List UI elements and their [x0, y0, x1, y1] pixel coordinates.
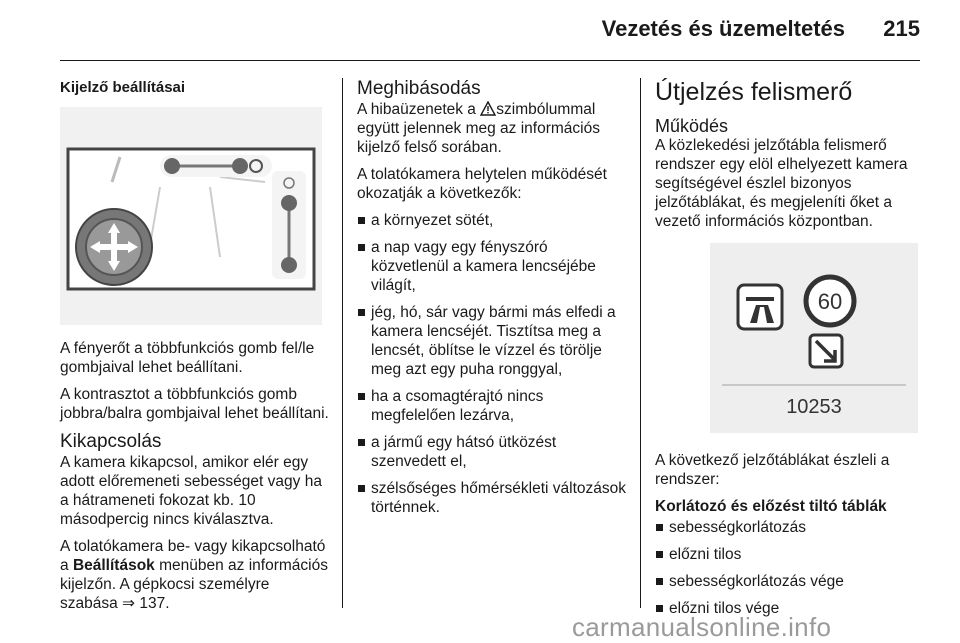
heading-mukodes: Működés: [655, 116, 729, 136]
heading-kikapcsolas: Kikapcsolás: [60, 431, 162, 452]
brightness-minus-icon: [281, 257, 297, 273]
footer-watermark: carmanualsonline.info: [572, 612, 832, 642]
speed-limit-value: 60: [817, 289, 843, 314]
list-item: sebességkorlátozás vége: [655, 572, 925, 591]
paragraph-sign-recognition: A közlekedési jelzőtábla felismerő rendszer egy elöl elhelyezett kamera segítségével észlel bizonyos jelzőtáblákat, és megjeleníti őket a vezető információs központban.: [655, 137, 908, 230]
display-adjust-drawing: [60, 107, 322, 325]
settings-reference-page: 137.: [139, 595, 170, 612]
paragraph-brightness: A fényerőt a többfunkciós gomb fel/le gombjaival lehet beállítani.: [60, 340, 315, 376]
list-item: szélsőséges hőmérsékleti változások történnek.: [357, 479, 627, 517]
list-item: sebességkorlátozás: [655, 518, 925, 537]
page-reference-icon: ⇒: [122, 595, 136, 612]
arrow-shaft-h: [100, 244, 128, 250]
header-rule: [60, 60, 920, 61]
list-item: előzni tilos: [655, 545, 925, 564]
column-divider-2: [640, 78, 641, 608]
paragraph-contrast: A kontrasztot a többfunkciós gomb jobbra/balra gombjaival lehet beállítani.: [60, 386, 329, 422]
error-text-b: szimbólummal együtt jelennek meg az információs kijelző felső sorában.: [357, 101, 600, 156]
heading-sign-recognition: Útjelzés felismerő: [655, 78, 853, 106]
malfunction-cause-list: [357, 211, 627, 517]
contrast-plus-icon: [232, 158, 248, 174]
heading-meghibasodas: Meghibásodás: [357, 78, 481, 99]
column-3: [655, 78, 925, 626]
column-1: [60, 78, 330, 621]
column-2: [357, 78, 627, 525]
list-item: ha a csomagtérajtó nincs megfelelően lezárva,: [357, 387, 627, 425]
list-item: a jármű egy hátsó ütközést szenvedett el,: [357, 433, 627, 471]
paragraph-malfunction-causes: A tolatókamera helytelen működését okozatják a következők:: [357, 166, 607, 202]
subheading-restriction-signs: Korlátozó és előzést tiltó táblák: [655, 498, 887, 515]
contrast-minus-icon: [164, 158, 180, 174]
list-item: a nap vagy egy fényszóró közvetlenül a kamera lencséjébe világít,: [357, 238, 627, 295]
paragraph-switch-off: A kamera kikapcsol, amikor elér egy adott előremeneti sebességet vagy ha a hátrameneti fokozat kb. 10 másodpercig nincs kiválasztva.: [60, 454, 322, 528]
settings-text-b: menüben az információs kijelzőn. A gépkocsi személyre szabása: [60, 557, 328, 612]
brightness-plus-icon: [281, 195, 297, 211]
section-title-display-settings: Kijelző beállításai: [60, 79, 186, 96]
header-title: Vezetés és üzemeltetés: [601, 16, 845, 41]
list-item: előzni tilos vége: [655, 599, 925, 618]
error-text-a: A hibaüzenetek a: [357, 101, 476, 118]
paragraph-detected-signs: A következő jelzőtáblákat észleli a rendszer:: [655, 452, 890, 488]
list-item: jég, hó, sár vagy bármi más elfedi a kamera lencséjét. Tisztítsa meg a lencsét, öblítse le vízzel és törölje meg azt egy puha ronggyal,: [357, 303, 627, 379]
paragraph-error-messages: [357, 100, 627, 157]
odometer-value: 10253: [786, 396, 842, 418]
traffic-sign-display-illustration: [710, 243, 918, 433]
warning-triangle-icon: [480, 101, 496, 116]
page-header: [0, 0, 960, 60]
settings-text-a: A tolatókamera be- vagy kikapcsolható a: [60, 538, 326, 574]
paragraph-settings: [60, 537, 330, 613]
list-item: a környezet sötét,: [357, 211, 627, 230]
column-divider-1: [342, 78, 343, 608]
page-number: 215: [883, 16, 920, 41]
traffic-sign-drawing: [710, 243, 918, 433]
settings-menu-label: Beállítások: [72, 557, 155, 574]
detected-sign-list: [655, 518, 925, 618]
display-adjust-illustration: [60, 107, 322, 325]
